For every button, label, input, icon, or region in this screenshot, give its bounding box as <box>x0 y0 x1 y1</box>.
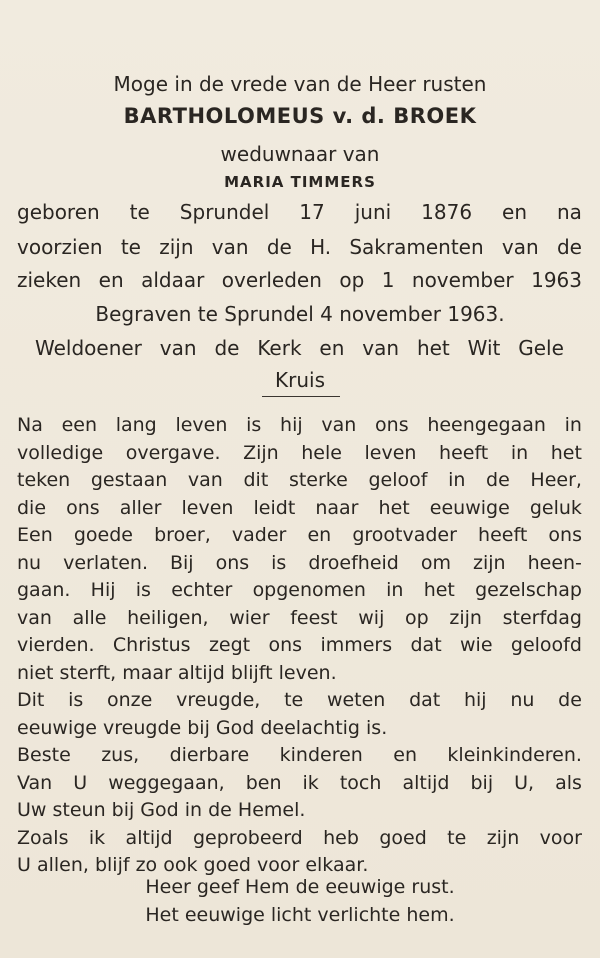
deceased-name: BARTHOLOMEUS v. d. BROEK <box>123 104 477 128</box>
word: wier <box>229 606 270 629</box>
body-line <box>0 579 600 601</box>
word: van <box>17 606 52 629</box>
word: juni <box>354 200 392 224</box>
word: echter <box>171 579 233 601</box>
body-line: Uw steun bij God in de Hemel. <box>17 799 306 821</box>
word: volledige <box>17 441 104 464</box>
body-line <box>0 689 600 711</box>
word: heeft <box>478 524 528 546</box>
word: onze <box>107 689 153 711</box>
word: van <box>211 235 249 259</box>
word: opgenomen <box>252 579 366 601</box>
word: 1876 <box>421 200 473 224</box>
word: verlaten. <box>63 551 148 574</box>
word: zegt <box>208 634 251 656</box>
word: het <box>416 336 450 360</box>
word: is <box>246 414 262 436</box>
word: in <box>448 469 466 491</box>
word: in <box>510 441 529 464</box>
word: en <box>319 336 345 360</box>
word: dat <box>410 634 442 656</box>
word: de <box>556 235 582 259</box>
spouse-name: MARIA TIMMERS <box>224 173 376 191</box>
body-line <box>0 414 600 436</box>
word: kleinkinderen. <box>447 744 582 766</box>
word: bij <box>470 771 494 794</box>
word: 1963 <box>531 268 582 292</box>
word: is <box>68 689 84 711</box>
word: zijn <box>449 606 482 629</box>
word: leven <box>175 414 228 436</box>
body-line <box>0 524 600 546</box>
word: hij <box>463 689 487 711</box>
word: Sprundel <box>179 200 270 224</box>
body-line: U allen, blijf zo ook goed voor elkaar. <box>17 854 369 876</box>
word: hij <box>280 414 303 436</box>
word: geluk <box>529 496 582 519</box>
word: broer, <box>154 524 211 546</box>
word: wie <box>460 634 493 656</box>
word: in <box>386 579 404 601</box>
word: leidt <box>253 496 296 519</box>
word: en <box>307 524 332 546</box>
word: Beste <box>17 744 71 766</box>
word: van <box>159 336 197 360</box>
word: en <box>393 744 417 766</box>
word: H. <box>310 235 332 259</box>
word: ons <box>268 634 303 656</box>
body-line <box>0 607 600 629</box>
word: Weldoener <box>35 336 142 360</box>
word: om <box>420 551 452 574</box>
body-line: eeuwige vreugde bij God deelachtig is. <box>17 716 388 739</box>
word: goede <box>73 524 133 546</box>
birth-line <box>0 200 600 224</box>
word: van <box>501 235 539 259</box>
word: leven <box>181 496 234 519</box>
word: voor <box>539 826 582 849</box>
word: altijd <box>402 771 450 794</box>
body-line <box>0 552 600 574</box>
word: zieken <box>17 268 82 292</box>
word: Zoals <box>17 826 69 849</box>
word: geloofd <box>510 634 582 656</box>
word: gezelschap <box>475 579 582 601</box>
word: zijn <box>473 551 506 574</box>
word: Na <box>17 414 43 436</box>
word: het <box>378 496 410 519</box>
closing-prayer-2: Het eeuwige licht verlichte hem. <box>145 904 455 926</box>
word: altijd <box>125 826 173 849</box>
word: en <box>98 268 124 292</box>
divider-rule <box>262 396 340 397</box>
word: ik <box>302 771 319 794</box>
death-line <box>0 268 600 292</box>
word: te <box>284 689 304 711</box>
word: de <box>214 336 240 360</box>
word: sterfdag <box>502 606 582 629</box>
word: te <box>447 826 467 849</box>
word: november <box>411 268 514 292</box>
body-line <box>0 827 600 849</box>
word: ons <box>66 496 100 519</box>
word: geboren <box>17 200 100 224</box>
word: heeft <box>439 441 489 464</box>
word: dierbare <box>169 744 250 766</box>
word: Heer, <box>530 469 582 491</box>
word: te <box>120 235 141 259</box>
word: geloof <box>368 469 428 491</box>
word: vierden. <box>17 634 95 656</box>
word: weten <box>326 689 386 711</box>
word: Wit <box>467 336 501 360</box>
word: als <box>555 771 582 794</box>
word: sterke <box>288 469 348 491</box>
body-line <box>0 634 600 656</box>
word: Christus <box>112 634 191 656</box>
word: Sakramenten <box>349 235 484 259</box>
word: van <box>362 336 400 360</box>
word: vader <box>231 524 287 546</box>
word: dat <box>409 689 441 711</box>
word: ons <box>375 414 409 436</box>
word: heengegaan <box>427 414 546 436</box>
word: Gele <box>518 336 564 360</box>
word: wij <box>358 606 385 629</box>
word: Kerk <box>257 336 302 360</box>
word: die <box>17 496 47 519</box>
word: heen- <box>527 551 582 574</box>
word: grootvader <box>352 524 457 546</box>
word: zijn <box>159 235 194 259</box>
word: van <box>187 469 223 491</box>
word: en <box>502 200 528 224</box>
word: voorzien <box>17 235 103 259</box>
word: de <box>558 689 582 711</box>
burial-line: Begraven te Sprundel 4 november 1963. <box>95 302 505 326</box>
body-line <box>0 744 600 766</box>
word: U <box>73 771 88 794</box>
word: eeuwige <box>429 496 510 519</box>
word: vreugde, <box>176 689 261 711</box>
word: heiligen, <box>127 606 209 629</box>
word: gestaan <box>90 469 168 491</box>
word: teken <box>17 469 71 491</box>
word: kinderen <box>279 744 363 766</box>
sacraments-line <box>0 235 600 259</box>
word: nu <box>17 551 42 574</box>
word: Bij <box>169 551 194 574</box>
word: het <box>550 441 582 464</box>
word: ben <box>245 771 282 794</box>
word: 17 <box>299 200 325 224</box>
word: gaan. <box>17 579 71 601</box>
word: op <box>339 268 365 292</box>
word: is <box>135 579 151 601</box>
body-line <box>0 442 600 464</box>
word: Van <box>17 771 53 794</box>
word: 1 <box>381 268 395 292</box>
word: is <box>271 551 287 574</box>
word: leven <box>364 441 417 464</box>
word: overleden <box>221 268 322 292</box>
word: Zijn <box>243 441 279 464</box>
word: feest <box>290 606 338 629</box>
word: hele <box>301 441 342 464</box>
word: immers <box>320 634 393 656</box>
word: overgave. <box>125 441 221 464</box>
benefactor-line-end: Kruis <box>275 368 325 392</box>
word: Een <box>17 524 53 546</box>
word: droefheid <box>308 551 399 574</box>
word: na <box>556 200 582 224</box>
body-line <box>0 497 600 519</box>
word: zus, <box>101 744 140 766</box>
word: te <box>129 200 150 224</box>
body-line <box>0 772 600 794</box>
word: aldaar <box>141 268 205 292</box>
word: dit <box>243 469 269 491</box>
word: ik <box>88 826 106 849</box>
body-line: niet sterft, maar altijd blijft leven. <box>17 661 337 684</box>
word: nu <box>510 689 535 711</box>
word: het <box>423 579 455 601</box>
word: lang <box>115 414 157 436</box>
word: in <box>564 414 582 436</box>
word: aller <box>119 496 162 519</box>
word: de <box>486 469 510 491</box>
opening-prayer: Moge in de vrede van de Heer rusten <box>113 72 487 96</box>
word: op <box>405 606 429 629</box>
word: weggegaan, <box>108 771 225 794</box>
word: naar <box>315 496 359 519</box>
word: geprobeerd <box>192 826 303 849</box>
word: Dit <box>17 689 45 711</box>
word: van <box>321 414 357 436</box>
word: heb <box>323 826 359 849</box>
word: een <box>61 414 97 436</box>
word: ons <box>548 524 582 546</box>
word: U, <box>514 771 535 794</box>
widower-of-label: weduwnaar van <box>220 142 380 166</box>
word: zijn <box>486 826 520 849</box>
body-line <box>0 469 600 491</box>
closing-prayer-1: Heer geef Hem de eeuwige rust. <box>145 876 455 898</box>
word: ons <box>215 551 250 574</box>
word: goed <box>379 826 427 849</box>
word: alle <box>72 606 107 629</box>
benefactor-line <box>0 336 600 360</box>
word: Hij <box>90 579 116 601</box>
word: toch <box>339 771 382 794</box>
word: de <box>266 235 292 259</box>
